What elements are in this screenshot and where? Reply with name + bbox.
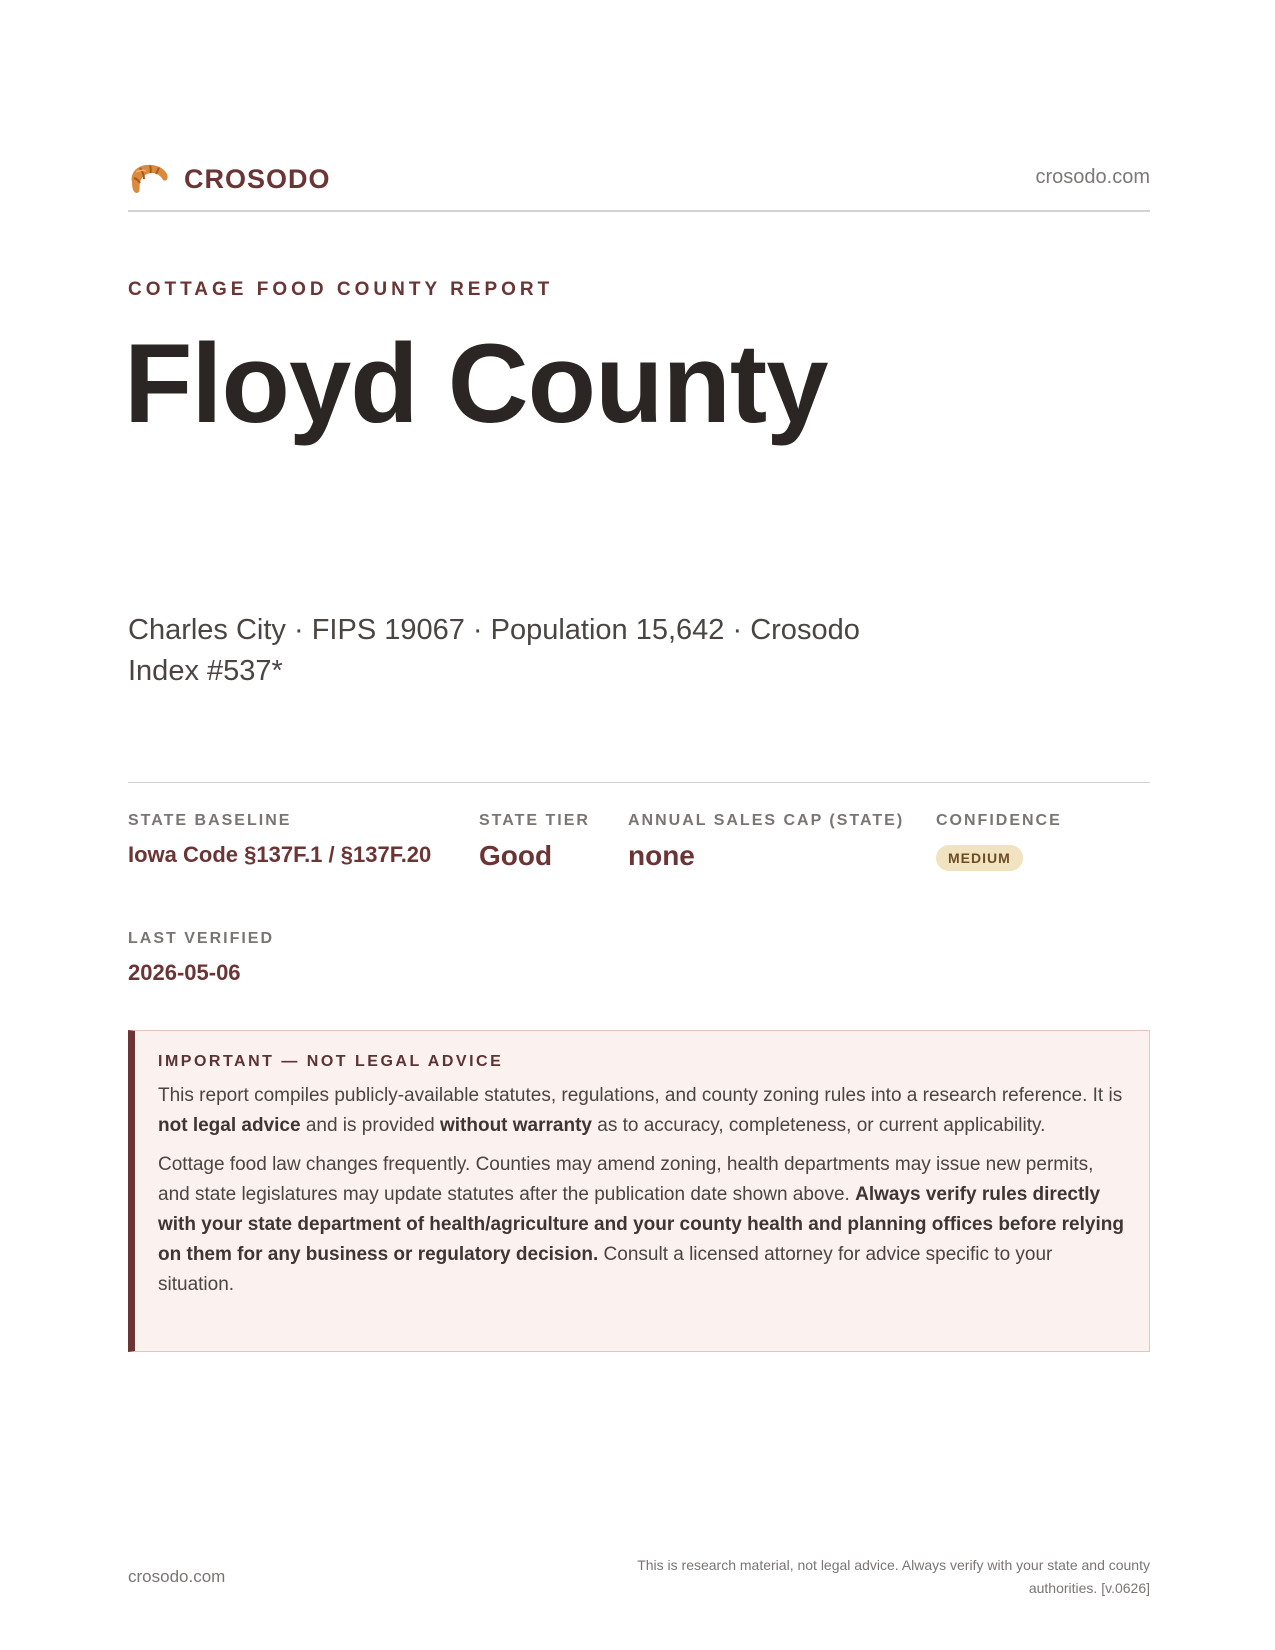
notice-emphasis: Always verify rules directly with your state department of health/agriculture and your county health and planning offices before relying on them for any business or regulatory decision. <box>158 1184 1124 1265</box>
notice-text: This report compiles publicly-available statutes, regulations, and county zoning rules into a research reference. It is <box>158 1085 1123 1106</box>
notice-text: Consult a licensed attorney for advice specific to your situation. <box>158 1244 1053 1295</box>
page-title: Floyd County <box>124 321 828 446</box>
stat-value: Good <box>479 840 553 871</box>
header-url[interactable]: crosodo.com <box>1035 166 1150 188</box>
notice-paragraph <box>158 1150 1125 1300</box>
report-subtitle: Charles City · FIPS 19067 · Population 15,642 · Crosodo Index #537* <box>128 614 860 687</box>
stat-label: CONFIDENCE <box>936 812 1062 829</box>
legal-notice <box>128 1030 1150 1352</box>
notice-text: and is provided <box>300 1115 440 1136</box>
page-header <box>128 156 1150 212</box>
confidence-badge: MEDIUM <box>936 845 1023 871</box>
stat-value: 2026-05-06 <box>128 960 241 985</box>
notice-text: Cottage food law changes frequently. Counties may amend zoning, health departments may issue new permits, and state legislatures may update statutes after the publication date shown above. <box>158 1154 1094 1205</box>
notice-text: as to accuracy, completeness, or current applicability. <box>591 1115 1046 1136</box>
stat-value: Iowa Code §137F.1 / §137F.20 <box>128 842 432 867</box>
stat-state-tier <box>479 812 590 872</box>
report-page <box>124 0 1150 1650</box>
stat-confidence <box>936 812 1062 871</box>
footer-url[interactable]: crosodo.com <box>128 1567 226 1586</box>
stat-label: STATE TIER <box>479 812 590 829</box>
stat-sales-cap <box>628 812 904 872</box>
notice-emphasis: not legal advice <box>158 1115 301 1136</box>
report-kicker: COTTAGE FOOD COUNTY REPORT <box>128 279 554 300</box>
footer-disclaimer: This is research material, not legal advice. Always verify with your state and county authorities. [v.0626] <box>637 1557 1150 1596</box>
stat-label: LAST VERIFIED <box>128 930 275 947</box>
notice-emphasis: without warranty <box>439 1115 592 1136</box>
croissant-icon <box>128 160 170 198</box>
brand[interactable] <box>128 160 331 198</box>
notice-title: IMPORTANT — NOT LEGAL ADVICE <box>158 1053 504 1070</box>
notice-paragraph <box>158 1081 1125 1141</box>
stat-state-baseline <box>128 812 431 868</box>
stat-label: STATE BASELINE <box>128 812 292 829</box>
section-divider <box>128 782 1150 783</box>
stat-value: none <box>628 840 695 871</box>
stat-label: ANNUAL SALES CAP (STATE) <box>628 812 905 829</box>
stat-last-verified <box>128 930 274 986</box>
brand-name: CROSODO <box>184 163 331 194</box>
